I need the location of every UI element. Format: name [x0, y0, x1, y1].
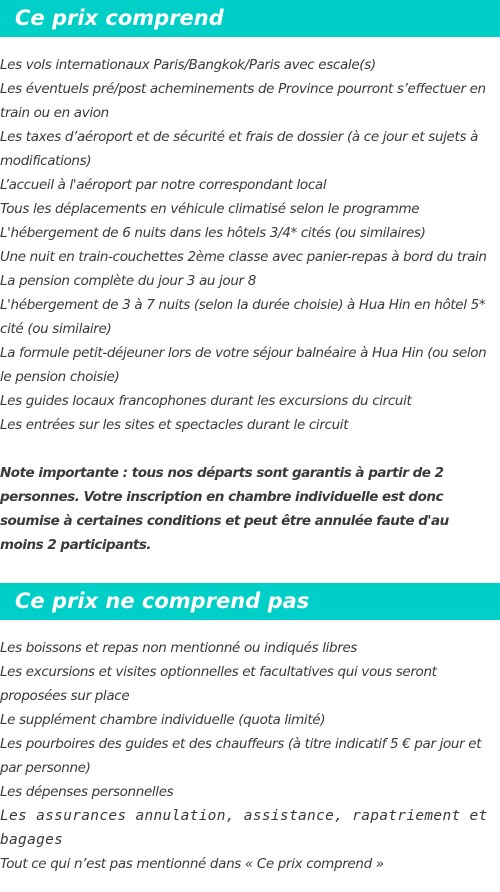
- excluded-section-title: Ce prix ne comprend pas: [0, 583, 500, 620]
- excluded-item: Les excursions et visites optionnelles et facultatives qui vous seront proposées sur place: [0, 664, 437, 704]
- included-item: L'hébergement de 3 à 7 nuits (selon la durée choisie) à Hua Hin en hôtel 5* cité (ou similaire): [0, 297, 486, 337]
- included-item: Les entrées sur les sites et spectacles durant le circuit: [0, 417, 349, 433]
- included-item: Les guides locaux francophones durant les excursions du circuit: [0, 393, 412, 409]
- included-item: L’accueil à l'aéroport par notre correspondant local: [0, 177, 327, 193]
- included-item: Les éventuels pré/post acheminements de Province pourront s’effectuer en train ou en avion: [0, 81, 486, 121]
- included-item: Une nuit en train-couchettes 2ème classe avec panier-repas à bord du train: [0, 249, 487, 265]
- excluded-list: [0, 636, 500, 876]
- included-section-title: Ce prix comprend: [0, 0, 500, 37]
- excluded-item: Les pourboires des guides et des chauffeurs (à titre indicatif 5 € par jour et par personne): [0, 736, 482, 776]
- included-item: L'hébergement de 6 nuits dans les hôtels 3/4* cités (ou similaires): [0, 225, 426, 241]
- included-item: Tous les déplacements en véhicule climatisé selon le programme: [0, 201, 420, 217]
- included-item: La pension complète du jour 3 au jour 8: [0, 273, 256, 289]
- excluded-item: Les dépenses personnelles: [0, 784, 174, 800]
- excluded-item: Les assurances annulation, assistance, rapatriement et bagages: [0, 808, 488, 848]
- excluded-item: Tout ce qui n’est pas mentionné dans « Ce prix comprend »: [0, 856, 384, 872]
- important-note: Note importante : tous nos départs sont garantis à partir de 2 personnes. Votre inscription en chambre individuelle est donc soumise à certaines conditions et peut être annulée faute d'au moins 2 participants.: [0, 465, 449, 553]
- included-item: Les taxes d’aéroport et de sécurité et frais de dossier (à ce jour et sujets à modifications): [0, 129, 479, 169]
- included-item: Les vols internationaux Paris/Bangkok/Paris avec escale(s): [0, 57, 376, 73]
- included-item: La formule petit-déjeuner lors de votre séjour balnéaire à Hua Hin (ou selon le pension choisie): [0, 345, 487, 385]
- excluded-item: Le supplément chambre individuelle (quota limité): [0, 712, 326, 728]
- excluded-item: Les boissons et repas non mentionné ou indiqués libres: [0, 640, 358, 656]
- included-list: [0, 53, 500, 437]
